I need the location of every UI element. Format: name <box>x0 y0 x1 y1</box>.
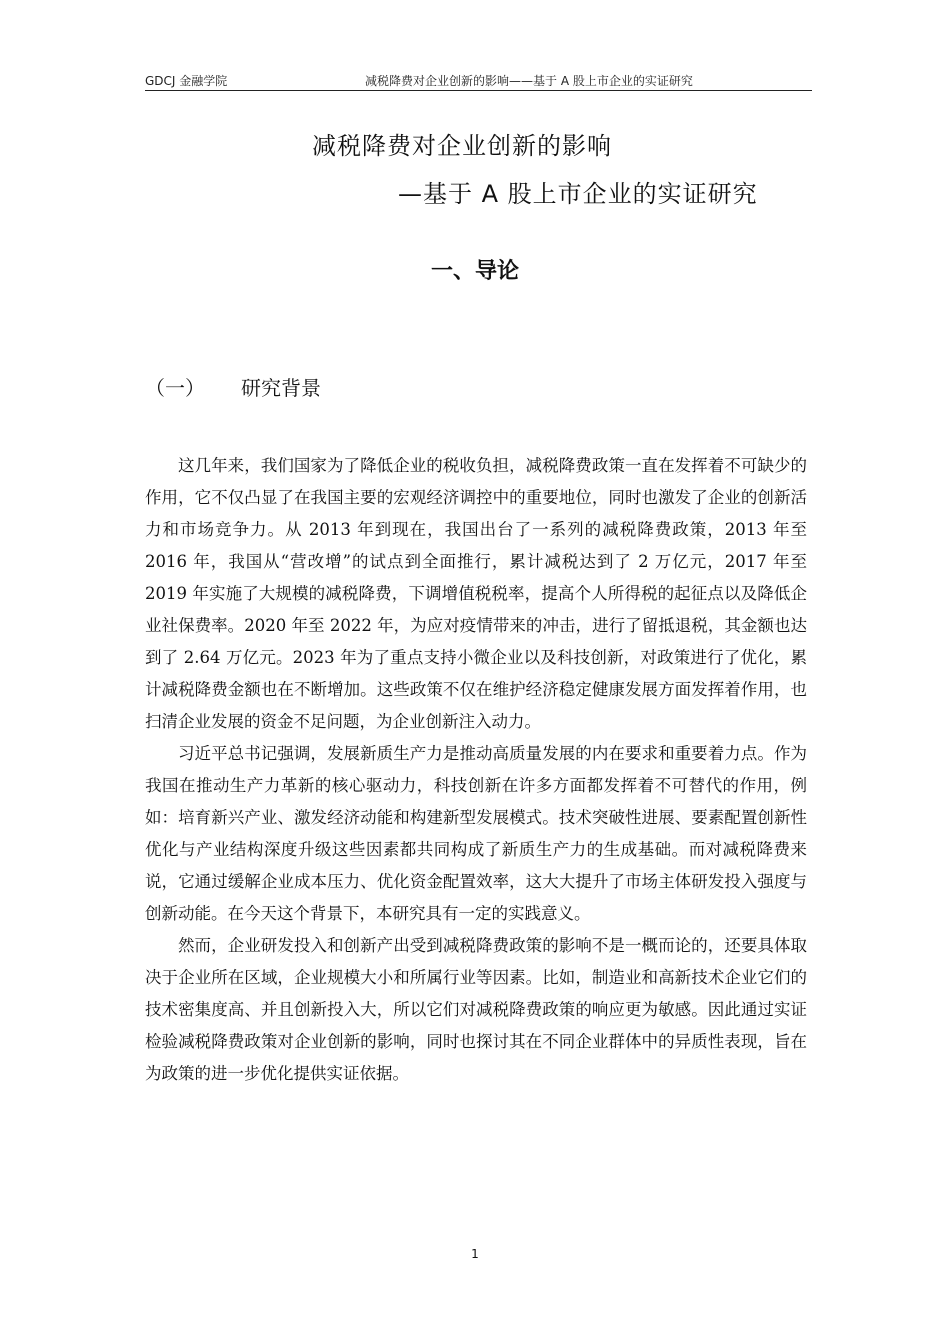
section-title: 研究背景 <box>241 376 321 400</box>
chapter-heading: 一、导论 <box>430 259 519 284</box>
header-paper-title: 减税降费对企业创新的影响——基于 A 股上市企业的实证研究 <box>365 74 693 88</box>
paragraph: 这几年来，我们国家为了降低企业的税收负担，减税降费政策一直在发挥着不可缺少的作用，它不仅凸显了在我国主要的宏观经济调控中的重要地位，同时也激发了企业的创新活力和市场竞争力。从 2013 年到现在，我国出台了一系列的减税降费政策，2013 年至 2016 年，我国从“营改增”的试点到全面推行，累计减税达到了 2 万亿元，2017 年至 2019 年实施了大规模的减税降费，下调增值税税率，提高个人所得税的起征点以及降低企业社保费率。2020 年至 2022 年，为应对疫情带来的冲击，进行了留抵退税，其金额也达到了 2.64 万亿元。2023 年为了重点支持小微企业以及科技创新，对政策进行了优化，累计减税降费金额也在不断增加。这些政策不仅在维护经济稳定健康发展方面发挥着作用，也扫清企业发展的资金不足问题，为企业创新注入动力。 <box>145 456 807 731</box>
body-text <box>145 450 807 1090</box>
running-header <box>145 68 812 91</box>
header-institution: GDCJ 金融学院 <box>145 74 228 88</box>
section-number: （一） <box>145 376 205 400</box>
paper-subtitle: —基于 A 股上市企业的实证研究 <box>398 180 758 208</box>
paragraph: 习近平总书记强调，发展新质生产力是推动高质量发展的内在要求和重要着力点。作为我国在推动生产力革新的核心驱动力，科技创新在许多方面都发挥着不可替代的作用，例如：培育新兴产业、激发经济动能和构建新型发展模式。技术突破性进展、要素配置创新性优化与产业结构深度升级这些因素都共同构成了新质生产力的生成基础。而对减税降费来说，它通过缓解企业成本压力、优化资金配置效率，这大大提升了市场主体研发投入强度与创新动能。在今天这个背景下，本研究具有一定的实践意义。 <box>145 744 807 923</box>
page-number: 1 <box>471 1247 479 1261</box>
paper-title: 减税降费对企业创新的影响 <box>312 132 612 160</box>
section-heading <box>145 372 321 401</box>
paragraph: 然而，企业研发投入和创新产出受到减税降费政策的影响不是一概而论的，还要具体取决于企业所在区域，企业规模大小和所属行业等因素。比如，制造业和高新技术企业它们的技术密集度高、并且创新投入大，所以它们对减税降费政策的响应更为敏感。因此通过实证检验减税降费政策对企业创新的影响，同时也探讨其在不同企业群体中的异质性表现，旨在为政策的进一步优化提供实证依据。 <box>145 936 807 1083</box>
